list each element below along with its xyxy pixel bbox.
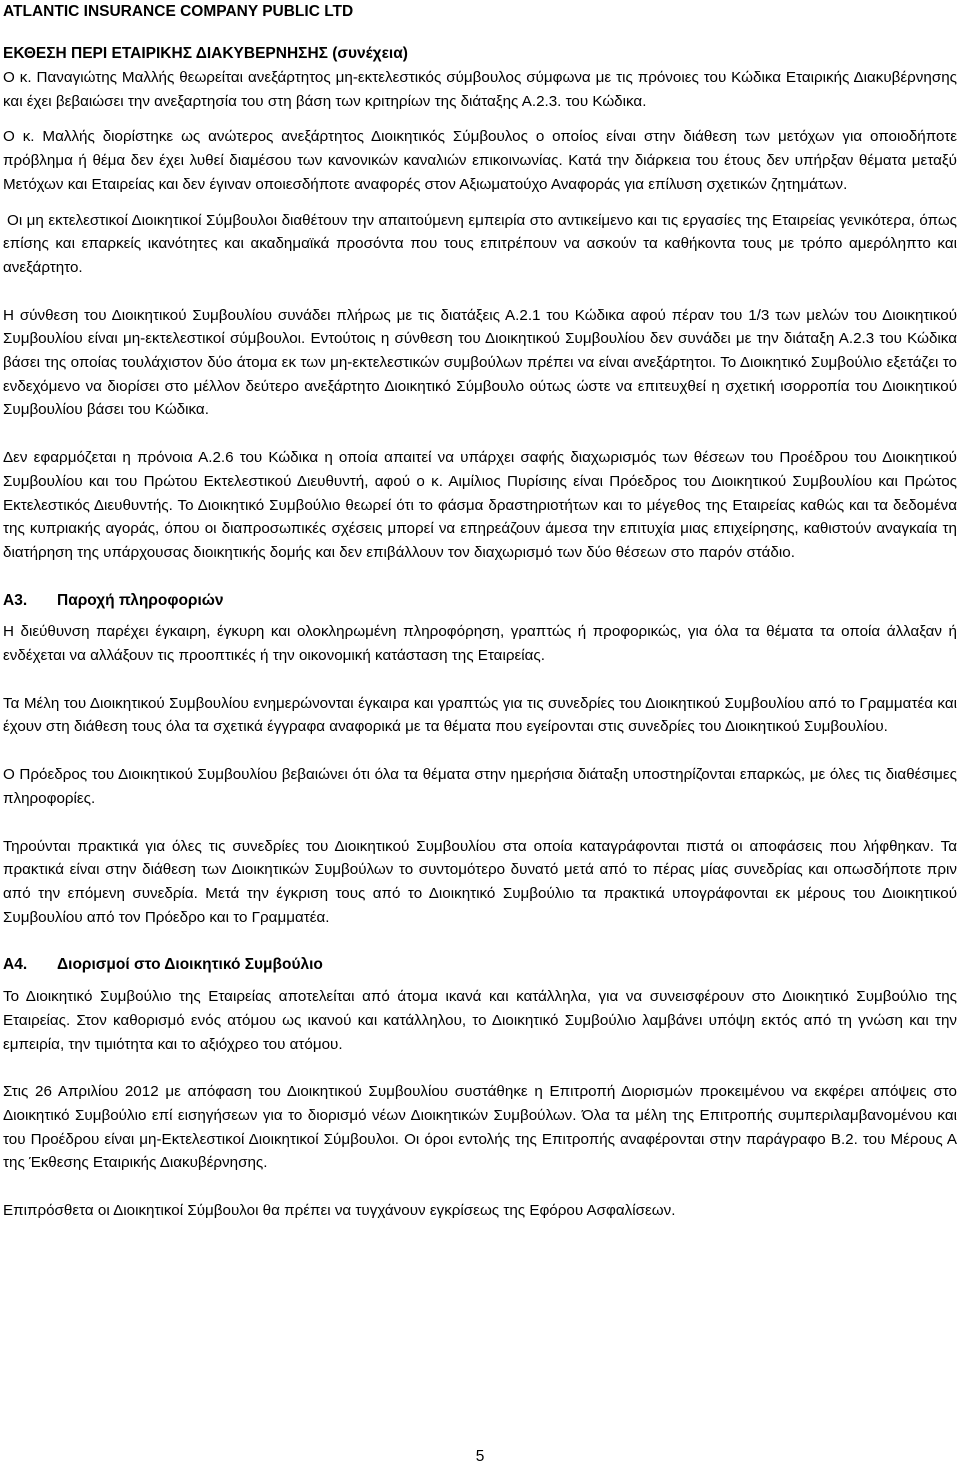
paragraph-board-members-informed: Τα Μέλη του Διοικητικού Συμβουλίου ενημερώνονται έγκαιρα και γραπτώς για τις συνεδρίες του Διοικητικού Συμβουλίου από το Γραμματέα και έχουν στη διάθεση τους όλα τα σχετικά έγγραφα αναφορικά με τα θέματα που εγείρονται στις συνεδρίες του Διοικητικού Συμβουλίου. bbox=[3, 694, 957, 736]
paragraph-non-executive-experience: Οι μη εκτελεστικοί Διοικητικοί Σύμβουλοι διαθέτουν την απαιτούμενη εμπειρία στο αντικείμενο και τις εργασίες της Εταιρείας γενικότερα, όπως επίσης και επαρκείς ικανότητες και ακαδημαϊκά προσόντα που τους επιτρέπουν να ασκούν τα καθήκοντα τους με τρόπο αμερόληπτο και ανεξάρτητο. bbox=[3, 211, 957, 276]
section-heading-a4 bbox=[3, 953, 957, 977]
paragraph-management-information: Η διεύθυνση παρέχει έγκαιρη, έγκυρη και ολοκληρωμένη πληροφόρηση, γραπτώς ή προφορικώς, για όλα τα θέματα τα οποία άλλαξαν ή ενδέχεται να αλλάξουν τις προοπτικές ή την οικονομική κατάσταση της Εταιρείας. bbox=[3, 623, 957, 665]
company-name: ATLANTIC INSURANCE COMPANY PUBLIC LTD bbox=[3, 3, 354, 20]
paragraph-superintendent-approval: Επιπρόσθετα οι Διοικητικοί Σύμβουλοι θα πρέπει να τυγχάνουν εγκρίσεως της Εφόρου Ασφαλίσεων. bbox=[3, 1202, 676, 1220]
report-title: ΕΚΘΕΣΗ ΠΕΡΙ ΕΤΑΙΡΙΚΗΣ ΔΙΑΚΥΒΕΡΝΗΣΗΣ (συνέχεια) bbox=[3, 45, 408, 62]
paragraph-chairman-ceo: Δεν εφαρμόζεται η πρόνοια Α.2.6 του Κώδικα η οποία απαιτεί να υπάρχει σαφής διαχωρισμός των θέσεων του Προέδρου του Διοικητικού Συμβουλίου και του Πρώτου Εκτελεστικού Διευθυντή, αφού ο κ. Αιμίλιος Πυρίσιης είναι Πρόεδρος του Διοικητικού Συμβουλίου και Πρώτος Εκτελεστικός Διευθυντής. Το Διοικητικό Συμβούλιο θεωρεί ότι το φάσμα δραστηριοτήτων και το μέγεθος της Εταιρείας καθώς και τα δεδομένα της κυπριακής αγοράς, όπου οι διαπροσωπικές σχέσεις μπορεί να επηρεάζουν άμεσα την επιτυχία μιας επιχείρησης, καθιστούν αναγκαία τη διατήρηση της υπάρχουσας διοικητικής δομής και δεν επιβάλλουν τον διαχωρισμό των δύο θέσεων στο παρόν στάδιο. bbox=[3, 449, 957, 561]
document-body bbox=[3, 66, 957, 1223]
paragraph-chairman-agenda: Ο Πρόεδρος του Διοικητικού Συμβουλίου βεβαιώνει ότι όλα τα θέματα στην ημερήσια διάταξη υποστηρίζονται επαρκώς, με όλες τις διαθέσιμες πληροφορίες. bbox=[3, 766, 957, 807]
paragraph-board-composition: Η σύνθεση του Διοικητικού Συμβουλίου συνάδει πλήρως με τις διατάξεις Α.2.1 του Κώδικα αφού πέραν του 1/3 των μελών του Διοικητικού Συμβουλίου είναι μη-εκτελεστικοί σύμβουλοι. Εντούτοις η σύνθεση του Διοικητικού Συμβουλίου δεν συνάδει με την διάταξη Α.2.3 του Κώδικα βάσει της οποίας τουλάχιστον δύο άτομα εκ των μη-εκτελεστικών συμβούλων πρέπει να είναι ανεξάρτητοι. Το Διοικητικό Συμβούλιο εξετάζει το ενδεχόμενο να διορίσει στο μέλλον δεύτερο ανεξάρτητο Διοικητικό Σύμβουλο ούτως ώστε να επιτευχθεί η σχετική ισορροπία του Διοικητικού Συμβουλίου βάσει του Κώδικα. bbox=[3, 306, 957, 419]
section-title: Παροχή πληροφοριών bbox=[57, 591, 224, 609]
paragraph-minutes: Τηρούνται πρακτικά για όλες τις συνεδρίες του Διοικητικού Συμβουλίου στα οποία καταγράφονται πιστά οι αποφάσεις που λήφθηκαν. Τα πρακτικά είναι στην διάθεση των Διοικητικών Συμβούλων το συντομότερο δυνατό μετά από το πέρας μίας συνεδρίας και οπωσδήποτε πριν από την επόμενη συνεδρία. Μετά την έγκριση τους από το Διοικητικό Συμβούλιο τα πρακτικά υπογράφονται εκ μέρους του Διοικητικού Συμβουλίου από τον Πρόεδρο και το Γραμματέα. bbox=[3, 837, 957, 926]
section-heading-a3 bbox=[3, 589, 957, 613]
paragraph-nominations-committee: Στις 26 Απριλίου 2012 με απόφαση του Διοικητικού Συμβουλίου συστάθηκε η Επιτροπή Διορισμών προκειμένου να εκφέρει απόψεις στο Διοικητικό Συμβούλιο επί εισηγήσεων για το διορισμό νέων Διοικητικών Συμβούλων. Όλα τα μέλη της Επιτροπής συμπεριλαμβανομένου και του Προέδρου είναι μη-Εκτελεστικοί Διοικητικοί Σύμβουλοι. Οι όροι εντολής της Επιτροπής αναφέρονται στην παράγραφο Β.2. του Μέρους Α της Έκθεσης Εταιρικής Διακυβέρνησης. bbox=[3, 1083, 957, 1172]
section-number: Α3. bbox=[3, 591, 28, 609]
section-title: Διορισμοί στο Διοικητικό Συμβούλιο bbox=[57, 956, 323, 974]
paragraph-senior-independent-director: Ο κ. Μαλλής διορίστηκε ως ανώτερος ανεξάρτητος Διοικητικός Σύμβουλος ο οποίος είναι στην διάθεση των μετόχων για οποιοδήποτε πρόβλημα ή θέμα δεν έχει λυθεί διαμέσου των κανονικών καναλιών επικοινωνίας. Κατά την διάρκεια του έτους δεν υπήρξαν θέματα μεταξύ Μετόχων και Εταιρείας και δεν έγιναν οποιεσδήποτε αναφορές στον Αξιωματούχο Αναφοράς για επίλυση σχετικών ζητημάτων. bbox=[3, 128, 957, 193]
section-number: Α4. bbox=[3, 956, 28, 974]
paragraph-board-fit-proper: Το Διοικητικό Συμβούλιο της Εταιρείας αποτελείται από άτομα ικανά και κατάλληλα, για να συνεισφέρουν στο Διοικητικό Συμβούλιο της Εταιρείας. Στον καθορισμό ενός ατόμου ως ικανού και κατάλληλου, το Διοικητικό Συμβούλιο λαμβάνει υπόψη εκτός από τη γνώση και την εμπειρία, την τιμιότητα και το αξιόχρεο του ατόμου. bbox=[3, 988, 957, 1053]
paragraph-malis-independence: Ο κ. Παναγιώτης Μαλλής θεωρείται ανεξάρτητος μη-εκτελεστικός σύμβουλος σύμφωνα με τις πρόνοιες του Κώδικα Εταιρικής Διακυβέρνησης και έχει βεβαιώσει την ανεξαρτησία του στη βάση των κριτηρίων της διάταξης Α.2.3. του Κώδικα. bbox=[3, 69, 957, 110]
page-number: 5 bbox=[475, 1448, 485, 1465]
